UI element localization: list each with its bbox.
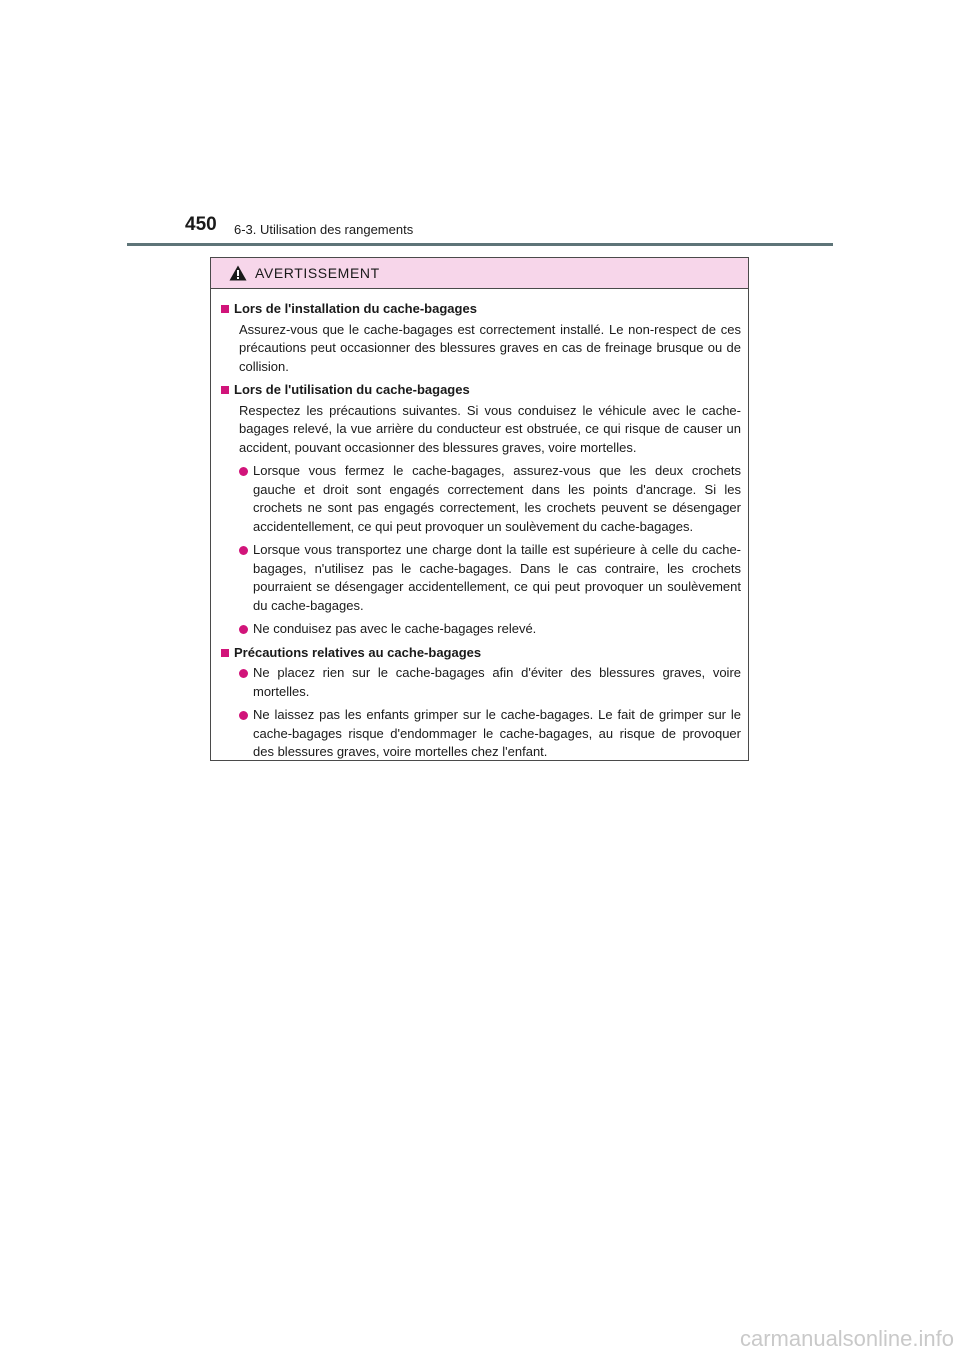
warning-triangle-icon (229, 265, 247, 281)
section-title: 6-3. Utilisation des rangements (234, 222, 414, 237)
square-bullet-icon (221, 305, 229, 313)
square-bullet-icon (221, 386, 229, 394)
dot-bullet-icon (239, 711, 248, 720)
list-item-text: Ne laissez pas les enfants grimper sur le cache-bagages. Le fait de grimper sur le cache-bagages risque d'endommager le cache-bagages, au risque de provoquer des blessures graves, voire mortelles chez l'enfant. (253, 707, 741, 759)
list-item-text: Lorsque vous transportez une charge dont la taille est supérieure à celle du cache-bagages, n'utilisez pas le cache-bagages. Dans le cas contraire, les crochets pourraient se désengager accidentellement, ce qui peut provoquer un soulèvement du cache-bagages. (253, 542, 741, 613)
dot-bullet-icon (239, 669, 248, 678)
list-item (219, 664, 741, 701)
warning-title: AVERTISSEMENT (255, 265, 380, 281)
list-item (219, 620, 741, 639)
list-item-text: Lorsque vous fermez le cache-bagages, assurez-vous que les deux crochets gauche et droit sont engagés correctement dans les points d'ancrage. Si les crochets ne sont pas engagés correctement, les crochets peuvent se désengager accidentellement, ce qui peut provoquer un soulèvement du cache-bagages. (253, 463, 741, 534)
section-paragraph: Assurez-vous que le cache-bagages est correctement installé. Le non-respect de ces précautions peut occasionner des blessures graves en cas de freinage brusque ou de collision. (239, 321, 741, 374)
section-paragraph: Respectez les précautions suivantes. Si vous conduisez le véhicule avec le cache-bagages relevé, la vue arrière du conducteur est obstruée, ce qui risque de causer un accident, pouvant occasionner des blessures graves, voire mortelles. (239, 402, 741, 455)
section-heading-text: Lors de l'installation du cache-bagages (234, 301, 477, 316)
list-item-text: Ne placez rien sur le cache-bagages afin d'éviter des blessures graves, voire mortelles. (253, 665, 741, 699)
square-bullet-icon (221, 649, 229, 657)
watermark: carmanualsonline.info (739, 1326, 954, 1351)
dot-bullet-icon (239, 546, 248, 555)
list-item (219, 706, 741, 762)
warning-header (211, 258, 748, 289)
dot-bullet-icon (239, 625, 248, 634)
section-heading-text: Précautions relatives au cache-bagages (234, 644, 482, 660)
section-heading (219, 300, 741, 319)
section-heading-text: Lors de l'utilisation du cache-bagages (234, 382, 470, 397)
warning-box (210, 257, 749, 761)
list-item (219, 462, 741, 536)
header-rule (127, 243, 833, 246)
section-heading (219, 644, 741, 663)
dot-bullet-icon (239, 467, 248, 476)
warning-body (211, 289, 748, 762)
list-item (219, 541, 741, 615)
page-number: 450 (185, 214, 217, 235)
list-item-text: Ne conduisez pas avec le cache-bagages relevé. (253, 621, 537, 636)
section-heading (219, 381, 741, 400)
